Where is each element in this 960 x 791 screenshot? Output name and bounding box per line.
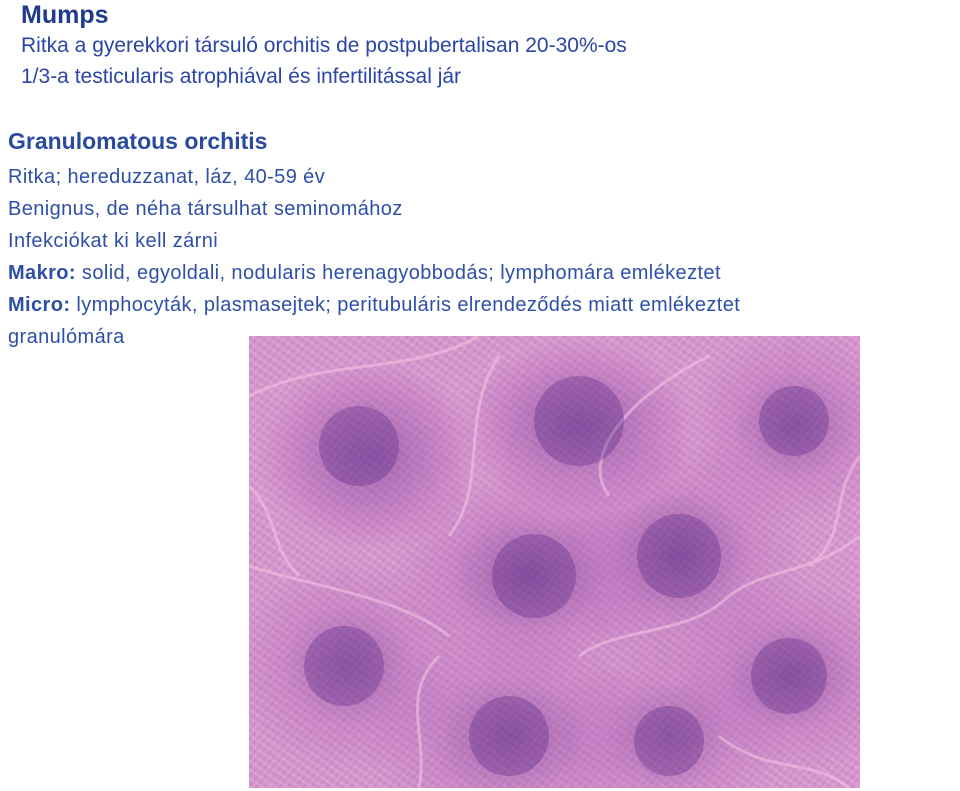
micro-line bbox=[8, 293, 740, 318]
makro-label: Makro: bbox=[8, 262, 76, 284]
mumps-line-2: 1/3-a testicularis atrophiával és infertilitással jár bbox=[21, 65, 462, 88]
granulomatous-orchitis-heading: Granulomatous orchitis bbox=[8, 128, 268, 154]
micro-text: lymphocyták, plasmasejtek; peritubuláris elrendeződés miatt emlékeztet bbox=[70, 294, 741, 316]
micro-line-continued: granulómára bbox=[8, 326, 125, 348]
mumps-line-1: Ritka a gyerekkori társuló orchitis de postpubertalisan 20-30%-os bbox=[21, 34, 627, 57]
makro-text: solid, egyoldali, nodularis herenagyobbodás; lymphomára emlékeztet bbox=[75, 262, 721, 284]
histology-micrograph bbox=[249, 336, 860, 788]
micrograph-texture bbox=[249, 336, 860, 788]
mumps-heading: Mumps bbox=[21, 1, 109, 29]
granulomatous-line-3: Infekciókat ki kell zárni bbox=[8, 230, 219, 252]
micro-label: Micro: bbox=[8, 294, 71, 316]
makro-line bbox=[8, 261, 721, 286]
granulomatous-line-2: Benignus, de néha társulhat seminomához bbox=[8, 198, 403, 220]
granulomatous-line-1: Ritka; hereduzzanat, láz, 40-59 év bbox=[8, 166, 326, 188]
